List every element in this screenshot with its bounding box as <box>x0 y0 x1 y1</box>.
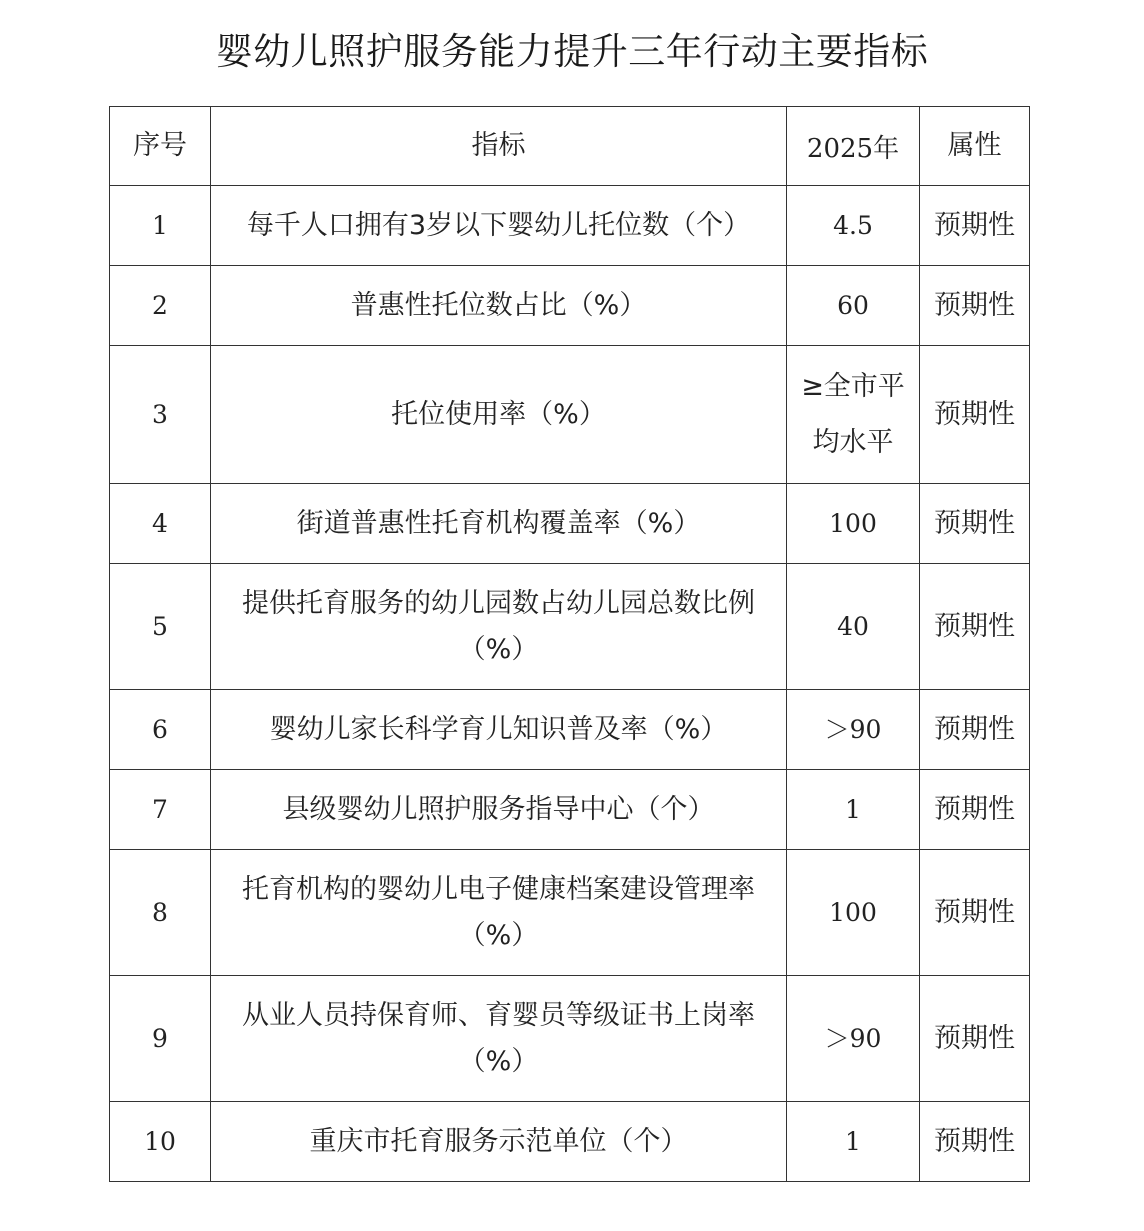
row-no: 1 <box>110 186 211 266</box>
row-no: 3 <box>110 346 211 484</box>
row-attribute: 预期性 <box>920 850 1030 976</box>
row-value: ≥全市平均水平 <box>787 346 920 484</box>
table-row <box>110 690 1030 770</box>
row-value: 4.5 <box>787 186 920 266</box>
header-target-2025: 2025年 <box>787 107 920 186</box>
row-no: 4 <box>110 484 211 564</box>
row-no: 9 <box>110 976 211 1102</box>
row-attribute: 预期性 <box>920 346 1030 484</box>
row-no: 6 <box>110 690 211 770</box>
table-row <box>110 266 1030 346</box>
row-indicator: 从业人员持保育师、育婴员等级证书上岗率（%） <box>211 976 787 1102</box>
table-row <box>110 976 1030 1102</box>
header-indicator: 指标 <box>211 107 787 186</box>
row-no: 10 <box>110 1102 211 1182</box>
row-value: ＞90 <box>787 690 920 770</box>
row-attribute: 预期性 <box>920 266 1030 346</box>
table-row <box>110 770 1030 850</box>
table-row <box>110 346 1030 484</box>
table-row <box>110 186 1030 266</box>
table-row <box>110 850 1030 976</box>
table-row <box>110 484 1030 564</box>
row-indicator: 婴幼儿家长科学育儿知识普及率（%） <box>211 690 787 770</box>
row-no: 2 <box>110 266 211 346</box>
row-indicator: 托育机构的婴幼儿电子健康档案建设管理率（%） <box>211 850 787 976</box>
table-row <box>110 564 1030 690</box>
row-no: 8 <box>110 850 211 976</box>
row-value: 40 <box>787 564 920 690</box>
table-header-row <box>110 107 1030 186</box>
row-indicator: 县级婴幼儿照护服务指导中心（个） <box>211 770 787 850</box>
row-indicator: 街道普惠性托育机构覆盖率（%） <box>211 484 787 564</box>
row-no: 7 <box>110 770 211 850</box>
row-indicator: 托位使用率（%） <box>211 346 787 484</box>
table-row <box>110 1102 1030 1182</box>
row-value: 100 <box>787 850 920 976</box>
row-value: 100 <box>787 484 920 564</box>
row-attribute: 预期性 <box>920 976 1030 1102</box>
row-indicator: 每千人口拥有3岁以下婴幼儿托位数（个） <box>211 186 787 266</box>
header-attribute: 属性 <box>920 107 1030 186</box>
row-value: 1 <box>787 770 920 850</box>
row-attribute: 预期性 <box>920 690 1030 770</box>
header-no: 序号 <box>110 107 211 186</box>
row-attribute: 预期性 <box>920 770 1030 850</box>
row-attribute: 预期性 <box>920 1102 1030 1182</box>
row-indicator: 提供托育服务的幼儿园数占幼儿园总数比例（%） <box>211 564 787 690</box>
row-value: 60 <box>787 266 920 346</box>
indicators-table <box>109 106 1030 1182</box>
row-indicator: 重庆市托育服务示范单位（个） <box>211 1102 787 1182</box>
page-title: 婴幼儿照护服务能力提升三年行动主要指标 <box>215 30 929 73</box>
row-value: ＞90 <box>787 976 920 1102</box>
row-value: 1 <box>787 1102 920 1182</box>
row-attribute: 预期性 <box>920 564 1030 690</box>
row-no: 5 <box>110 564 211 690</box>
row-indicator: 普惠性托位数占比（%） <box>211 266 787 346</box>
row-attribute: 预期性 <box>920 484 1030 564</box>
row-attribute: 预期性 <box>920 186 1030 266</box>
